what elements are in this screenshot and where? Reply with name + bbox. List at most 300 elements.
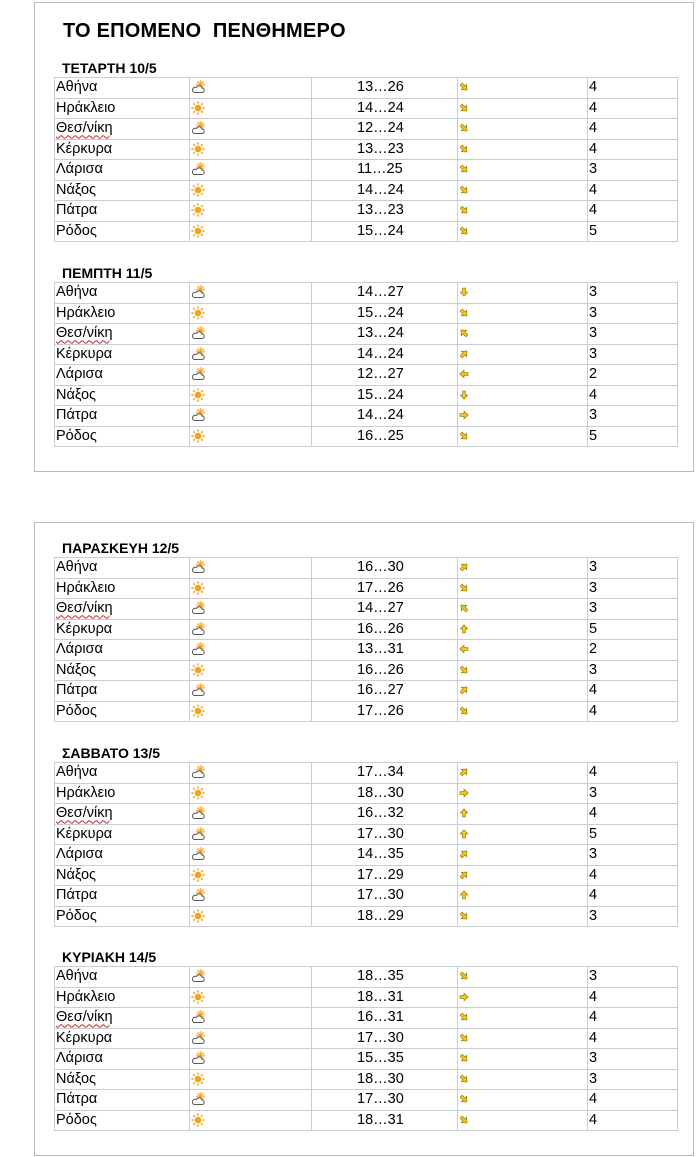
wind-speed: 3 xyxy=(588,283,678,304)
wind-speed: 3 xyxy=(588,660,678,681)
wind-direction-cell xyxy=(458,578,588,599)
table-row xyxy=(55,886,678,907)
wind-direction-cell xyxy=(458,783,588,804)
partly-cloudy-icon xyxy=(191,408,205,422)
table-row xyxy=(55,640,678,661)
wind-direction-cell xyxy=(458,640,588,661)
sun-icon xyxy=(191,306,205,320)
temperature-range: 17…30 xyxy=(312,824,458,845)
weather-cell xyxy=(190,701,312,722)
city-cell xyxy=(55,1069,190,1090)
forecast-table xyxy=(54,966,678,1131)
partly-cloudy-icon xyxy=(191,765,205,779)
wind-speed: 4 xyxy=(588,804,678,825)
wind-direction-cell xyxy=(458,365,588,386)
table-row xyxy=(55,967,678,988)
wind-direction-cell xyxy=(458,599,588,620)
wind-direction-cell xyxy=(458,845,588,866)
wind-speed: 3 xyxy=(588,160,678,181)
wind-speed: 4 xyxy=(588,201,678,222)
table-row xyxy=(55,804,678,825)
day-heading: ΠΑΡΑΣΚΕΥΗ 12/5 xyxy=(62,540,180,556)
wind-speed: 3 xyxy=(588,558,678,579)
temperature-range: 15…35 xyxy=(312,1049,458,1070)
wind-speed: 4 xyxy=(588,1008,678,1029)
temperature-range: 15…24 xyxy=(312,221,458,242)
temperature-range: 14…24 xyxy=(312,180,458,201)
weather-cell xyxy=(190,681,312,702)
temperature-range: 18…35 xyxy=(312,967,458,988)
weather-cell xyxy=(190,967,312,988)
weather-cell xyxy=(190,1110,312,1131)
table-row xyxy=(55,139,678,160)
temperature-range: 14…27 xyxy=(312,283,458,304)
city-cell xyxy=(55,344,190,365)
temperature-range: 13…23 xyxy=(312,139,458,160)
temperature-range: 16…31 xyxy=(312,1008,458,1029)
city-cell xyxy=(55,1090,190,1111)
forecast-table xyxy=(54,282,678,447)
wind-direction-cell xyxy=(458,78,588,99)
temperature-range: 18…30 xyxy=(312,783,458,804)
wind-speed: 3 xyxy=(588,783,678,804)
city-name: Λάρισα xyxy=(56,366,103,383)
wind-direction-cell xyxy=(458,324,588,345)
wind-speed: 3 xyxy=(588,1069,678,1090)
city-name: Πάτρα xyxy=(56,1091,98,1108)
sun-icon xyxy=(191,581,205,595)
wind-direction-cell xyxy=(458,160,588,181)
arrow-west-icon xyxy=(459,369,469,379)
weather-cell xyxy=(190,824,312,845)
city-name: Αθήνα xyxy=(56,764,98,781)
table-row xyxy=(55,1008,678,1029)
table-row xyxy=(55,201,678,222)
table-row xyxy=(55,1028,678,1049)
arrow-northeast-icon xyxy=(459,849,469,859)
city-name: Νάξος xyxy=(56,866,97,883)
arrow-southeast-icon xyxy=(459,1074,469,1084)
sun-icon xyxy=(191,224,205,238)
arrow-east-icon xyxy=(459,992,469,1002)
wind-speed: 4 xyxy=(588,385,678,406)
city-name: Κέρκυρα xyxy=(56,620,113,637)
sun-icon xyxy=(191,1072,205,1086)
partly-cloudy-icon xyxy=(191,326,205,340)
wind-speed: 4 xyxy=(588,763,678,784)
sun-icon xyxy=(191,142,205,156)
city-cell xyxy=(55,783,190,804)
wind-direction-cell xyxy=(458,303,588,324)
table-row xyxy=(55,221,678,242)
city-name: Ηράκλειο xyxy=(56,988,116,1005)
table-row xyxy=(55,824,678,845)
city-name: Ρόδος xyxy=(56,427,97,444)
city-cell xyxy=(55,640,190,661)
weather-cell xyxy=(190,865,312,886)
city-name: Νάξος xyxy=(56,661,97,678)
city-cell xyxy=(55,1028,190,1049)
temperature-range: 16…30 xyxy=(312,558,458,579)
weather-cell xyxy=(190,344,312,365)
city-name: Κέρκυρα xyxy=(56,345,113,362)
forecast-table xyxy=(54,557,678,722)
wind-direction-cell xyxy=(458,967,588,988)
forecast-page-1 xyxy=(34,2,694,472)
weather-cell xyxy=(190,221,312,242)
arrow-east-icon xyxy=(459,788,469,798)
arrow-southeast-icon xyxy=(459,185,469,195)
city-cell xyxy=(55,804,190,825)
partly-cloudy-icon xyxy=(191,969,205,983)
weather-cell xyxy=(190,1008,312,1029)
partly-cloudy-icon xyxy=(191,1031,205,1045)
document-title: ΤΟ ΕΠΟΜΕΝΟ ΠΕΝΘΗΜΕΡΟ xyxy=(63,20,346,42)
sun-icon xyxy=(191,388,205,402)
wind-speed: 4 xyxy=(588,865,678,886)
wind-direction-cell xyxy=(458,558,588,579)
temperature-range: 16…26 xyxy=(312,619,458,640)
city-name: Κέρκυρα xyxy=(56,1029,113,1046)
partly-cloudy-icon xyxy=(191,806,205,820)
temperature-range: 13…24 xyxy=(312,324,458,345)
temperature-range: 13…23 xyxy=(312,201,458,222)
weather-cell xyxy=(190,599,312,620)
city-name: Λάρισα xyxy=(56,1050,103,1067)
weather-cell xyxy=(190,763,312,784)
arrow-southeast-icon xyxy=(459,583,469,593)
wind-speed: 3 xyxy=(588,1049,678,1070)
wind-speed: 3 xyxy=(588,324,678,345)
partly-cloudy-icon xyxy=(191,1010,205,1024)
wind-speed: 4 xyxy=(588,886,678,907)
sun-icon xyxy=(191,990,205,1004)
city-name: Νάξος xyxy=(56,181,97,198)
weather-cell xyxy=(190,886,312,907)
partly-cloudy-icon xyxy=(191,827,205,841)
arrow-northeast-icon xyxy=(459,349,469,359)
wind-direction-cell xyxy=(458,283,588,304)
wind-direction-cell xyxy=(458,763,588,784)
partly-cloudy-icon xyxy=(191,367,205,381)
wind-speed: 4 xyxy=(588,987,678,1008)
wind-direction-cell xyxy=(458,119,588,140)
temperature-range: 17…30 xyxy=(312,1090,458,1111)
city-name: Θεσ/νίκη xyxy=(56,325,113,342)
temperature-range: 12…24 xyxy=(312,119,458,140)
sun-icon xyxy=(191,663,205,677)
city-name: Ηράκλειο xyxy=(56,304,116,321)
sun-icon xyxy=(191,101,205,115)
day-section xyxy=(54,744,677,927)
wind-speed: 4 xyxy=(588,1110,678,1131)
temperature-range: 12…27 xyxy=(312,365,458,386)
city-name: Αθήνα xyxy=(56,284,98,301)
city-cell xyxy=(55,221,190,242)
city-cell xyxy=(55,599,190,620)
city-cell xyxy=(55,660,190,681)
weather-cell xyxy=(190,558,312,579)
city-cell xyxy=(55,967,190,988)
city-cell xyxy=(55,324,190,345)
arrow-northeast-icon xyxy=(459,870,469,880)
wind-speed: 2 xyxy=(588,365,678,386)
city-cell xyxy=(55,98,190,119)
weather-cell xyxy=(190,180,312,201)
wind-speed: 5 xyxy=(588,221,678,242)
day-section xyxy=(54,59,677,242)
weather-cell xyxy=(190,1028,312,1049)
city-cell xyxy=(55,906,190,927)
city-name: Ρόδος xyxy=(56,1111,97,1128)
wind-speed: 4 xyxy=(588,139,678,160)
city-cell xyxy=(55,701,190,722)
weather-cell xyxy=(190,385,312,406)
city-name: Νάξος xyxy=(56,1070,97,1087)
weather-cell xyxy=(190,160,312,181)
wind-direction-cell xyxy=(458,201,588,222)
temperature-range: 11…25 xyxy=(312,160,458,181)
wind-direction-cell xyxy=(458,804,588,825)
weather-cell xyxy=(190,78,312,99)
partly-cloudy-icon xyxy=(191,622,205,636)
table-row xyxy=(55,119,678,140)
table-row xyxy=(55,906,678,927)
city-cell xyxy=(55,201,190,222)
wind-direction-cell xyxy=(458,1008,588,1029)
wind-direction-cell xyxy=(458,221,588,242)
partly-cloudy-icon xyxy=(191,683,205,697)
city-name: Ρόδος xyxy=(56,222,97,239)
arrow-northeast-icon xyxy=(459,767,469,777)
wind-direction-cell xyxy=(458,906,588,927)
temperature-range: 16…25 xyxy=(312,426,458,447)
arrow-southeast-icon xyxy=(459,103,469,113)
temperature-range: 17…29 xyxy=(312,865,458,886)
city-name: Κέρκυρα xyxy=(56,825,113,842)
temperature-range: 18…30 xyxy=(312,1069,458,1090)
temperature-range: 18…29 xyxy=(312,906,458,927)
city-name: Νάξος xyxy=(56,386,97,403)
weather-cell xyxy=(190,804,312,825)
arrow-southeast-icon xyxy=(459,1033,469,1043)
weather-cell xyxy=(190,426,312,447)
weather-cell xyxy=(190,906,312,927)
sun-icon xyxy=(191,1113,205,1127)
table-row xyxy=(55,1110,678,1131)
temperature-range: 14…24 xyxy=(312,98,458,119)
city-cell xyxy=(55,160,190,181)
arrow-south-icon xyxy=(459,287,469,297)
temperature-range: 17…26 xyxy=(312,578,458,599)
weather-cell xyxy=(190,406,312,427)
city-cell xyxy=(55,78,190,99)
city-cell xyxy=(55,385,190,406)
arrow-southeast-icon xyxy=(459,1012,469,1022)
sun-icon xyxy=(191,203,205,217)
city-name: Θεσ/νίκη xyxy=(56,1009,113,1026)
city-cell xyxy=(55,987,190,1008)
table-row xyxy=(55,763,678,784)
arrow-southeast-icon xyxy=(459,971,469,981)
wind-direction-cell xyxy=(458,987,588,1008)
temperature-range: 14…24 xyxy=(312,406,458,427)
city-name: Πάτρα xyxy=(56,202,98,219)
city-cell xyxy=(55,365,190,386)
day-section xyxy=(54,264,677,447)
weather-cell xyxy=(190,1069,312,1090)
city-cell xyxy=(55,1110,190,1131)
wind-speed: 3 xyxy=(588,578,678,599)
city-name: Πάτρα xyxy=(56,887,98,904)
wind-direction-cell xyxy=(458,385,588,406)
arrow-north-icon xyxy=(459,890,469,900)
sun-icon xyxy=(191,909,205,923)
city-name: Ρόδος xyxy=(56,907,97,924)
temperature-range: 18…31 xyxy=(312,987,458,1008)
wind-direction-cell xyxy=(458,1090,588,1111)
sun-icon xyxy=(191,704,205,718)
arrow-southeast-icon xyxy=(459,82,469,92)
table-row xyxy=(55,324,678,345)
table-row xyxy=(55,681,678,702)
temperature-range: 16…27 xyxy=(312,681,458,702)
day-heading: ΠΕΜΠΤΗ 11/5 xyxy=(62,265,153,281)
city-cell xyxy=(55,824,190,845)
city-cell xyxy=(55,1008,190,1029)
wind-direction-cell xyxy=(458,98,588,119)
arrow-southeast-icon xyxy=(459,205,469,215)
wind-direction-cell xyxy=(458,1069,588,1090)
wind-speed: 3 xyxy=(588,845,678,866)
weather-cell xyxy=(190,987,312,1008)
table-row xyxy=(55,426,678,447)
arrow-southeast-icon xyxy=(459,1115,469,1125)
city-name: Λάρισα xyxy=(56,161,103,178)
arrow-northeast-icon xyxy=(459,562,469,572)
table-row xyxy=(55,78,678,99)
wind-direction-cell xyxy=(458,180,588,201)
wind-speed: 3 xyxy=(588,303,678,324)
weather-cell xyxy=(190,98,312,119)
weather-cell xyxy=(190,640,312,661)
table-row xyxy=(55,660,678,681)
arrow-northwest-icon xyxy=(459,328,469,338)
arrow-southeast-icon xyxy=(459,144,469,154)
wind-speed: 3 xyxy=(588,967,678,988)
wind-speed: 4 xyxy=(588,1090,678,1111)
partly-cloudy-icon xyxy=(191,347,205,361)
partly-cloudy-icon xyxy=(191,888,205,902)
city-name: Αθήνα xyxy=(56,968,98,985)
city-name: Θεσ/νίκη xyxy=(56,600,113,617)
weather-cell xyxy=(190,303,312,324)
temperature-range: 17…26 xyxy=(312,701,458,722)
day-section xyxy=(54,539,677,722)
weather-cell xyxy=(190,119,312,140)
wind-direction-cell xyxy=(458,681,588,702)
wind-speed: 5 xyxy=(588,426,678,447)
arrow-north-icon xyxy=(459,808,469,818)
wind-direction-cell xyxy=(458,344,588,365)
table-row xyxy=(55,1049,678,1070)
weather-cell xyxy=(190,1049,312,1070)
wind-speed: 4 xyxy=(588,119,678,140)
table-row xyxy=(55,845,678,866)
weather-cell xyxy=(190,845,312,866)
partly-cloudy-icon xyxy=(191,847,205,861)
temperature-range: 13…26 xyxy=(312,78,458,99)
partly-cloudy-icon xyxy=(191,285,205,299)
arrow-northwest-icon xyxy=(459,603,469,613)
day-section xyxy=(54,948,677,1131)
wind-direction-cell xyxy=(458,426,588,447)
wind-speed: 3 xyxy=(588,406,678,427)
arrow-southeast-icon xyxy=(459,1094,469,1104)
sun-icon xyxy=(191,786,205,800)
weather-cell xyxy=(190,201,312,222)
weather-cell xyxy=(190,578,312,599)
weather-cell xyxy=(190,139,312,160)
city-cell xyxy=(55,426,190,447)
arrow-southeast-icon xyxy=(459,308,469,318)
arrow-southeast-icon xyxy=(459,123,469,133)
city-name: Κέρκυρα xyxy=(56,140,113,157)
temperature-range: 15…24 xyxy=(312,385,458,406)
table-row xyxy=(55,365,678,386)
city-cell xyxy=(55,845,190,866)
wind-direction-cell xyxy=(458,886,588,907)
wind-direction-cell xyxy=(458,406,588,427)
arrow-southeast-icon xyxy=(459,226,469,236)
weather-cell xyxy=(190,365,312,386)
weather-cell xyxy=(190,619,312,640)
city-name: Θεσ/νίκη xyxy=(56,805,113,822)
weather-cell xyxy=(190,1090,312,1111)
city-cell xyxy=(55,681,190,702)
weather-cell xyxy=(190,660,312,681)
temperature-range: 16…26 xyxy=(312,660,458,681)
wind-direction-cell xyxy=(458,1110,588,1131)
city-name: Αθήνα xyxy=(56,79,98,96)
wind-speed: 4 xyxy=(588,78,678,99)
table-row xyxy=(55,619,678,640)
table-row xyxy=(55,558,678,579)
arrow-northeast-icon xyxy=(459,685,469,695)
temperature-range: 14…35 xyxy=(312,845,458,866)
arrow-southeast-icon xyxy=(459,665,469,675)
sun-icon xyxy=(191,183,205,197)
weather-cell xyxy=(190,324,312,345)
temperature-range: 16…32 xyxy=(312,804,458,825)
city-cell xyxy=(55,619,190,640)
day-heading: ΣΑΒΒΑΤΟ 13/5 xyxy=(62,745,161,761)
city-cell xyxy=(55,119,190,140)
wind-speed: 4 xyxy=(588,98,678,119)
arrow-southeast-icon xyxy=(459,1053,469,1063)
partly-cloudy-icon xyxy=(191,162,205,176)
wind-direction-cell xyxy=(458,824,588,845)
wind-speed: 3 xyxy=(588,906,678,927)
arrow-east-icon xyxy=(459,410,469,420)
city-cell xyxy=(55,303,190,324)
wind-speed: 2 xyxy=(588,640,678,661)
temperature-range: 17…30 xyxy=(312,1028,458,1049)
table-row xyxy=(55,865,678,886)
city-name: Ηράκλειο xyxy=(56,99,116,116)
wind-speed: 4 xyxy=(588,180,678,201)
temperature-range: 15…24 xyxy=(312,303,458,324)
